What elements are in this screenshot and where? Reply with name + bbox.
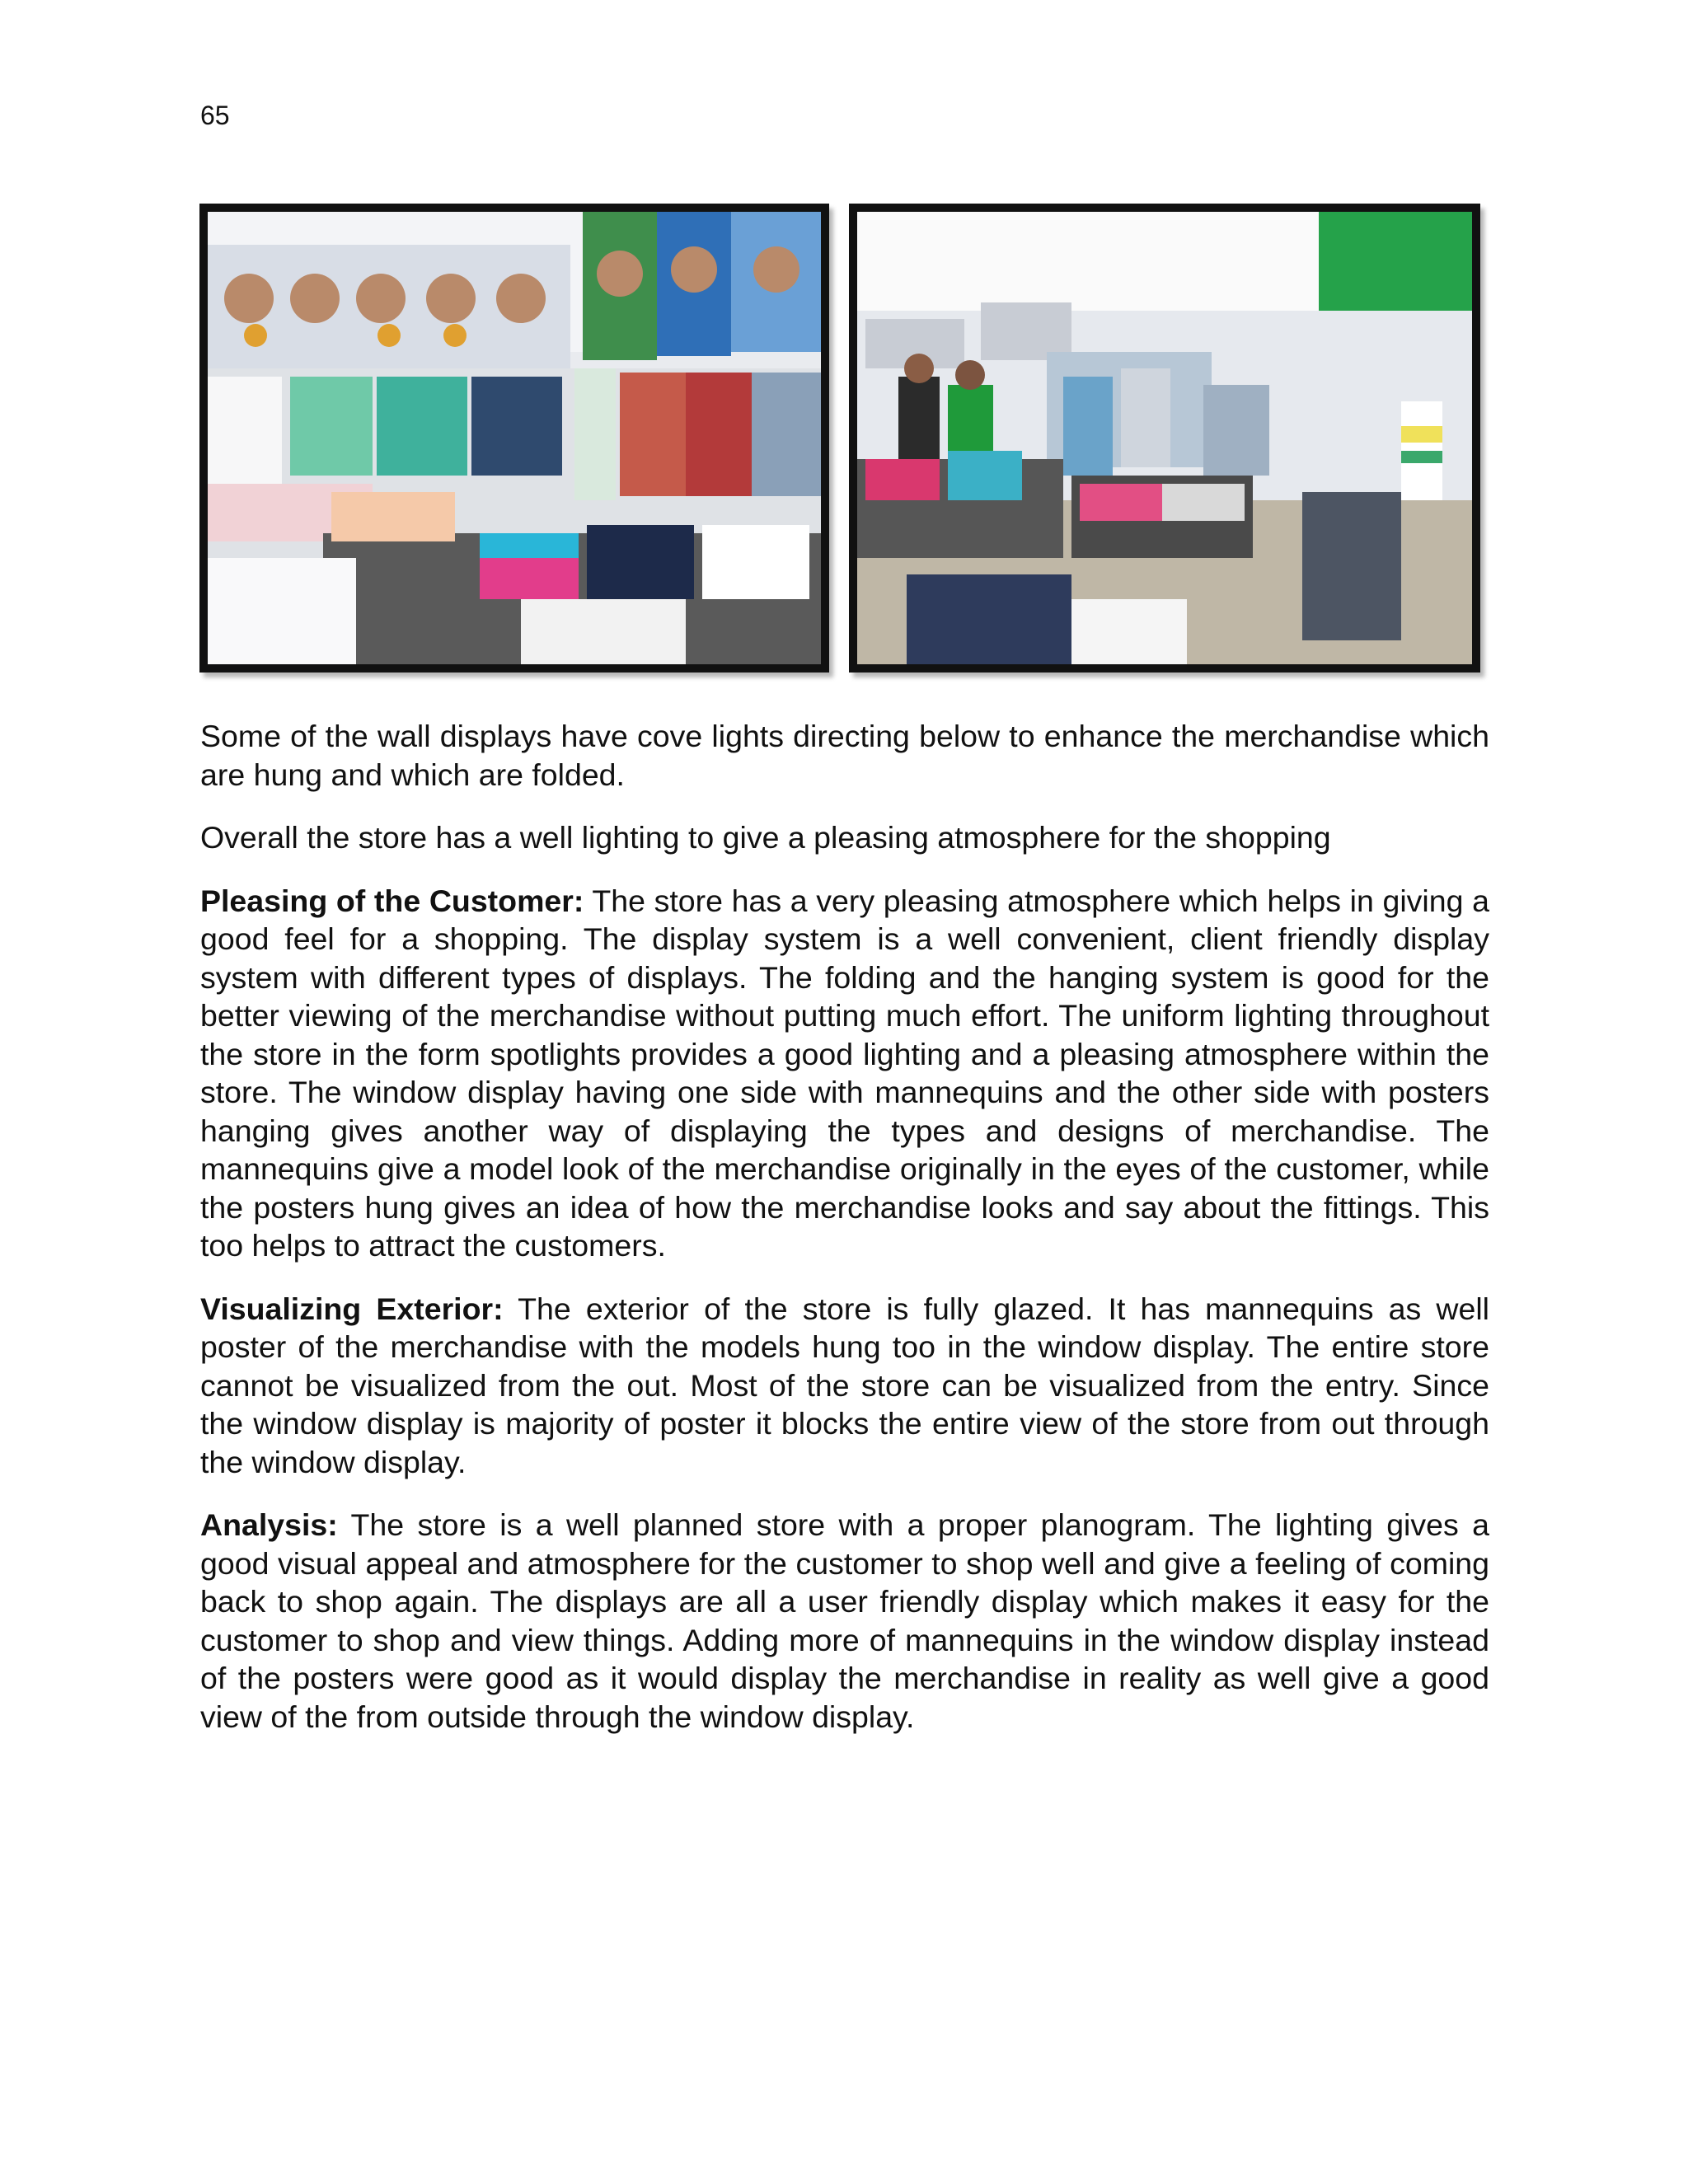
store-interior-photo-right — [849, 204, 1480, 673]
paragraph — [200, 882, 1489, 1265]
paragraph — [200, 717, 1489, 794]
store-photo-illustration — [857, 212, 1472, 664]
body-text — [200, 717, 1489, 1760]
paragraph-text: Overall the store has a well lighting to give a pleasing atmosphere for the shopping — [200, 820, 1331, 855]
paragraph-heading: Analysis: — [200, 1507, 338, 1542]
store-interior-photo-left — [199, 204, 829, 673]
paragraph — [200, 1506, 1489, 1736]
paragraph — [200, 1290, 1489, 1482]
paragraph-heading: Visualizing Exterior: — [200, 1291, 504, 1326]
paragraph-heading: Pleasing of the Customer: — [200, 883, 584, 918]
store-photo-illustration — [208, 212, 821, 664]
page-number: 65 — [200, 101, 230, 130]
paragraph-text: The store has a very pleasing atmosphere which helps in giving a good feel for a shopping. The display system is a well convenient, client friendly display system with different types of displays. The folding and the hanging system is good for the better viewing of the merchandise without putting much effort. The uniform lighting throughout the store in the form spotlights provides a good lighting and a pleasing atmosphere within the store. The window display having one side with mannequins and the other side with posters hanging gives another way of displaying the types and designs of merchandise. The mannequins give a model look of the merchandise originally in the eyes of the customer, while the posters hung gives an idea of how the merchandise looks and say about the fittings. This too helps to attract the customers. — [200, 883, 1489, 1263]
paragraph-text: Some of the wall displays have cove lights directing below to enhance the merchandise which are hung and which are folded. — [200, 719, 1489, 792]
paragraph — [200, 818, 1489, 857]
paragraph-text: The store is a well planned store with a proper planogram. The lighting gives a good visual appeal and atmosphere for the customer to shop well and give a feeling of coming back to shop again. The displays are all a user friendly display which makes it easy for the customer to shop and view things. Adding more of mannequins in the window display instead of the posters were good as it would display the merchandise in reality as well give a good view of the from outside through the window display. — [200, 1507, 1489, 1734]
paragraph-text: The exterior of the store is fully glazed. It has mannequins as well poster of the merchandise with the models hung too in the window display. The entire store cannot be visualized from the out. Most of the store can be visualized from the entry. Since the window display is majority of poster it blocks the entire view of the store from out through the window display. — [200, 1291, 1489, 1479]
